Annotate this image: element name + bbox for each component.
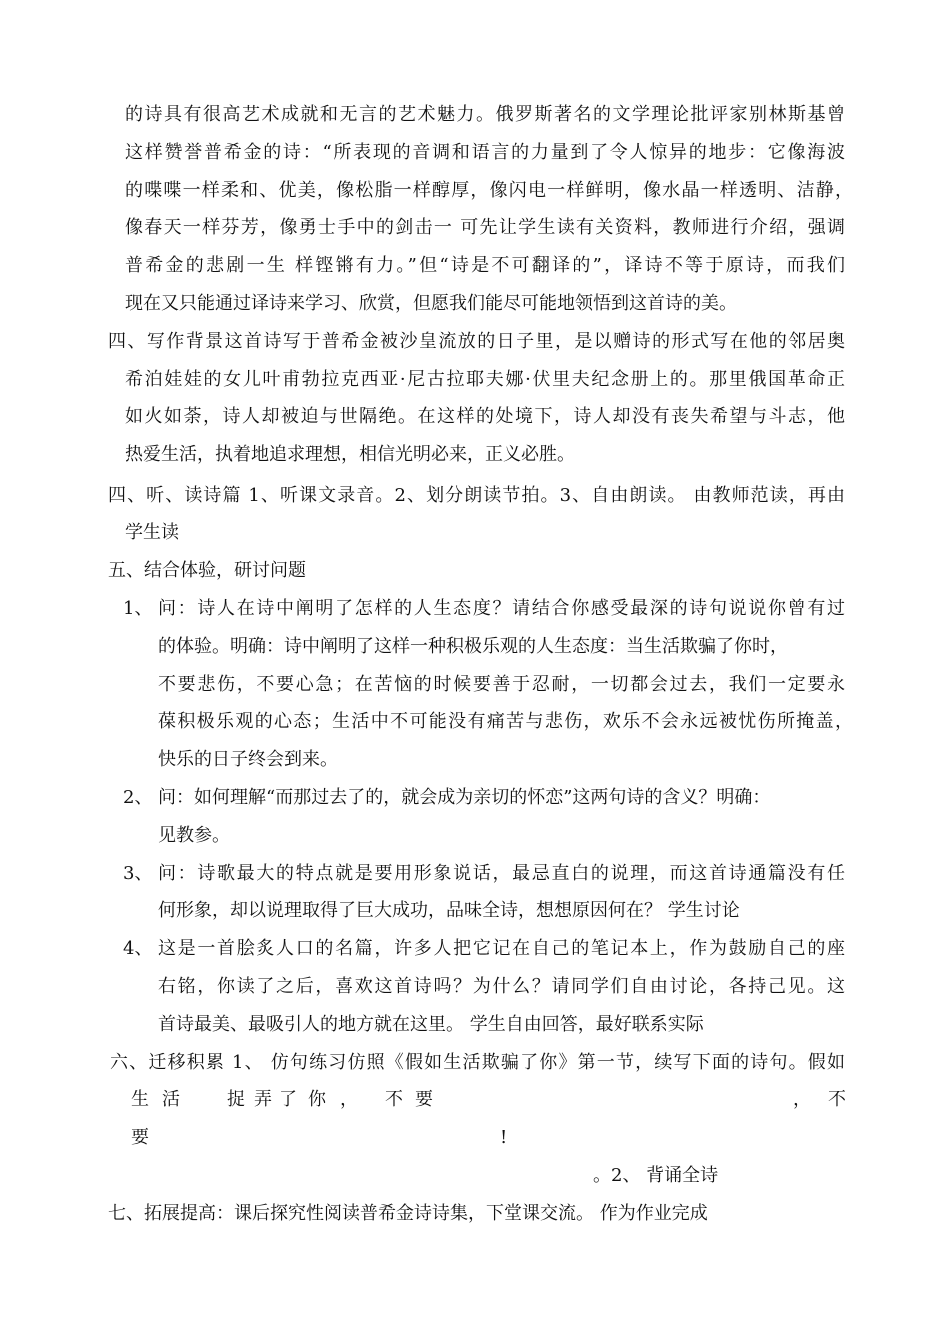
question-number: 2、 [123, 787, 153, 808]
fill-word: 要 [131, 1127, 149, 1148]
intro-line: 的喋喋一样柔和、优美，像松脂一样醇厚，像闪电一样鲜明，像水晶一样透明、洁静， [125, 180, 853, 201]
section-line: 热爱生活，执着地追求理想，相信光明必来，正义必胜。 [125, 444, 575, 465]
question-number: 3、 [123, 863, 153, 884]
section-line: 四、写作背景这首诗写于普希金被沙皇流放的日子里，是以赠诗的形式写在他的邻居奥 [108, 331, 845, 352]
section-heading: 五、结合体验，研讨问题 [108, 560, 306, 581]
fill-word: 不 [828, 1089, 846, 1110]
fill-word: 要 [415, 1089, 433, 1110]
recite-instruction: 。2、 背诵全诗 [593, 1165, 719, 1186]
question-line: 快乐的日子终会到来。 [158, 749, 338, 770]
intro-line: 现在又只能通过译诗来学习、欣赏，但愿我们能尽可能地领悟到这首诗的美。 [125, 293, 737, 314]
question-line: 不要悲伤，不要心急；在苦恼的时候要善于忍耐，一切都会过去，我们一定要永 [158, 674, 845, 695]
section-extension: 七、拓展提高：课后探究性阅读普希金诗诗集，下堂课交流。 作为作业完成 [108, 1203, 708, 1224]
question-line: 右铭，你读了之后，喜欢这首诗吗？为什么？请同学们自由讨论，各持己见。这 [158, 976, 845, 997]
question-number: 1、 [123, 598, 153, 619]
question-line: 的体验。明确：诗中阐明了这样一种积极乐观的人生态度：当生活欺骗了你时， [158, 636, 788, 657]
fill-punctuation: ! [500, 1127, 508, 1148]
fill-word: 不 [385, 1089, 403, 1110]
fill-word: 生 [131, 1089, 149, 1110]
question-line: 问：诗人在诗中阐明了怎样的人生态度？请结合你感受最深的诗句说说你曾有过 [158, 598, 845, 619]
intro-line: 的诗具有很高艺术成就和无言的艺术魅力。俄罗斯著名的文学理论批评家别林斯基曾 [125, 104, 845, 125]
question-line: 问：如何理解“而那过去了的，就会成为亲切的怀恋”这两句诗的含义？明确： [158, 787, 771, 808]
fill-word: ， [793, 1089, 811, 1110]
intro-line: 这样赞誉普希金的诗：“所表现的音调和语言的力量到了令人惊异的地步：它像海波 [125, 142, 845, 163]
fill-word: ， [340, 1089, 358, 1110]
question-line: 问：诗歌最大的特点就是要用形象说话，最忌直白的说理，而这首诗通篇没有任 [158, 863, 845, 884]
section-line: 如火如荼，诗人却被迫与世隔绝。在这样的处境下，诗人却没有丧失希望与斗志，他 [125, 406, 845, 427]
fill-word: 弄 [254, 1089, 272, 1110]
section-line: 希泊娃娃的女儿叶甫勃拉克西亚·尼古拉耶夫娜·伏里夫纪念册上的。那里俄国革命正 [125, 369, 845, 390]
fill-word: 活 [162, 1089, 180, 1110]
question-number: 4、 [123, 938, 153, 959]
intro-line: 像春天一样芬芳，像勇士手中的剑击一 可先让学生读有关资料，教师进行介绍，强调 [125, 217, 845, 238]
section-line: 学生读 [125, 522, 179, 543]
section-line: 六、迁移积累 1、 仿句练习仿照《假如生活欺骗了你》第一节，续写下面的诗句。假如 [110, 1052, 845, 1073]
intro-line: 普希金的悲剧一生 样铿锵有力。”但“诗是不可翻译的”，译诗不等于原诗，而我们 [125, 255, 845, 276]
question-line: 这是一首脍炙人口的名篇，许多人把它记在自己的笔记本上，作为鼓励自己的座 [158, 938, 845, 959]
section-line: 四、听、读诗篇 1、听课文录音。2、划分朗读节拍。3、自由朗读。 由教师范读，再由 [108, 485, 845, 506]
question-line: 葆积极乐观的心态；生活中不可能没有痛苦与悲伤，欢乐不会永远被忧伤所掩盖， [158, 711, 853, 732]
question-line: 首诗最美、最吸引人的地方就在这里。 学生自由回答，最好联系实际 [158, 1014, 704, 1035]
question-line: 何形象，却以说理取得了巨大成功，品味全诗，想想原因何在？ 学生讨论 [158, 900, 740, 921]
fill-word: 捉 [227, 1089, 245, 1110]
fill-word: 你 [308, 1089, 326, 1110]
question-line: 见教参。 [158, 825, 230, 846]
fill-word: 了 [279, 1089, 297, 1110]
